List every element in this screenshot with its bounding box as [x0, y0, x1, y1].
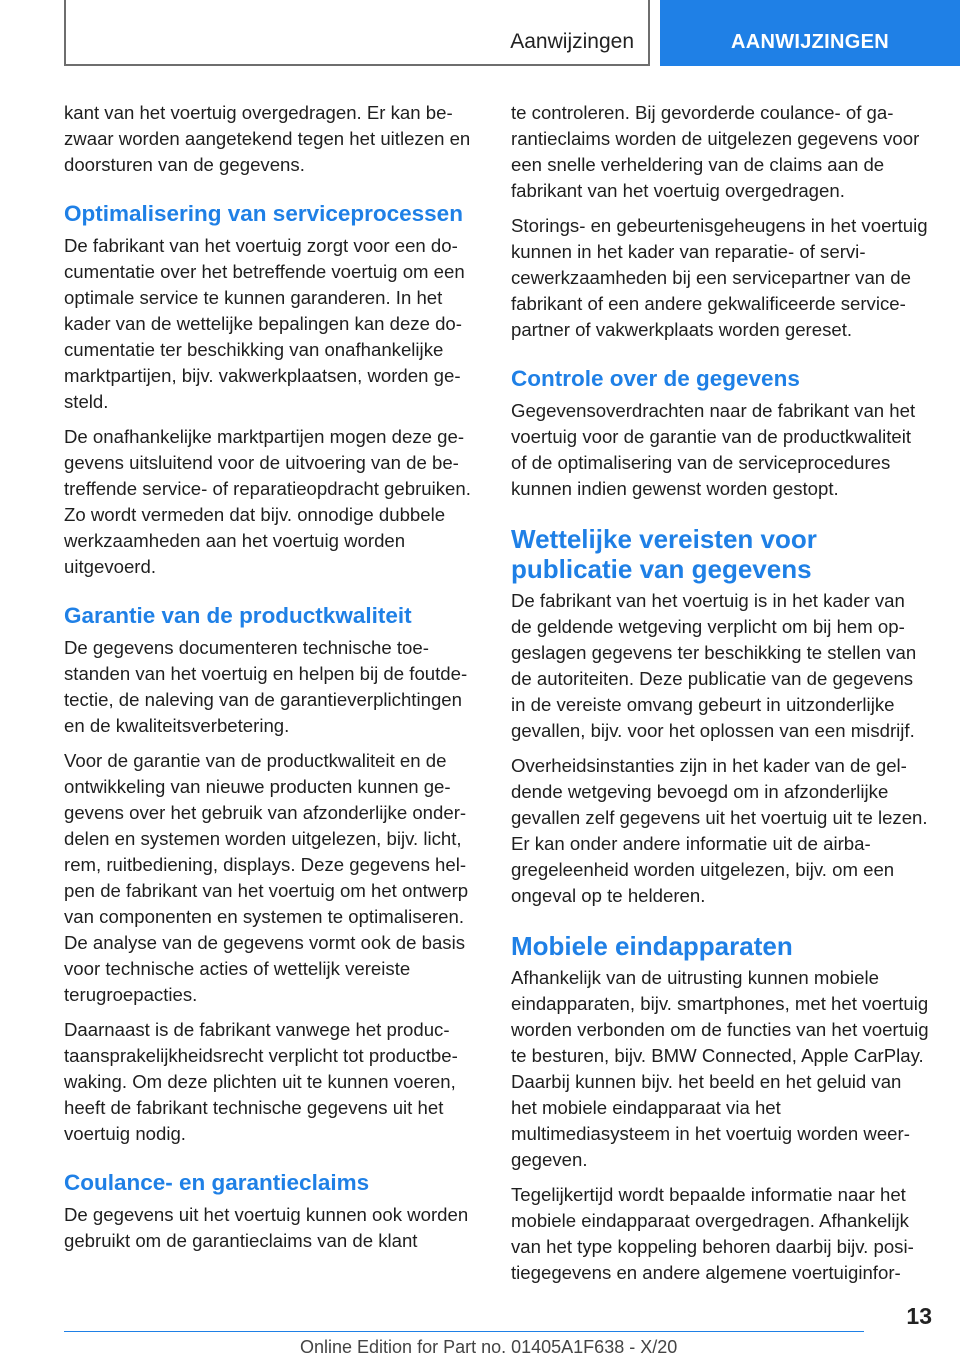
heading-controle: Controle over de gegevens: [511, 366, 800, 391]
paragraph: Gegevensoverdrachten naar de fabrikant van het voertuig voor de garantie van de productkwaliteit of de optimalisering van de serviceprocedures kunnen indien gewenst worden gestopt.: [511, 400, 916, 499]
paragraph: De gegevens uit het voertuig kunnen ook worden gebruikt om de garantieclaims van de klant: [64, 1204, 469, 1251]
paragraph: De fabrikant van het voertuig is in het kader van de geldende wetgeving verplicht om bij hem opgeslagen gegevens ter beschikking te stellen van de autoriteiten. Deze publicatie van de gegevens in de vereiste omvang gebeurt in uitzonderlijke gevallen, bijv. voor het oplossen van een misdrijf.: [511, 590, 917, 741]
paragraph: Afhankelijk van de uitrusting kunnen mobiele eindapparaten, bijv. smartphones, met het voertuig worden verbonden om de functies van het voertuig te besturen, bijv. BMW Connected, Apple CarPlay. Daarbij kunnen bijv. het beeld en het geluid van het mobiele eindapparaat via het multimediasysteem in het voertuig worden weergegeven.: [511, 967, 929, 1170]
section-title: Aanwijzingen: [510, 30, 634, 53]
heading-mobiele-eindapparaten: Mobiele eindapparaten: [511, 931, 793, 961]
heading-garantie: Garantie van de productkwaliteit: [64, 603, 412, 628]
chapter-tab-label: AANWIJZINGEN: [730, 31, 890, 53]
paragraph: De gegevens documenteren technische toestanden van het voertuig en helpen bij de foutdetectie, de naleving van de garantieverplichtingen en de kwaliteitsverbetering.: [64, 637, 468, 736]
paragraph: kant van het voertuig overgedragen. Er kan bezwaar worden aangetekend tegen het uitlezen en doorsturen van de gegevens.: [64, 102, 471, 175]
paragraph: De fabrikant van het voertuig zorgt voor een documentatie over het betreffende voertuig om een optimale service te kunnen garanderen. In het kader van de wettelijke bepalingen kan deze documentatie ter beschikking van onafhankelijke marktpartijen, bijv. vakwerkplaatsen, worden gesteld.: [64, 235, 465, 412]
paragraph: Voor de garantie van de productkwaliteit en de ontwikkeling van nieuwe producten kunnen gegevens over het gebruik van afzonderlijke onderdelen en systemen worden uitgelezen, bijv. licht, rem, ruitbediening, displays. Deze gegevens helpen de fabrikant van het voertuig om het ontwerp van componenten en systemen te optimaliseren. De analyse van de gegevens vormt ook de basis voor technische acties of wettelijk vereiste terugroepacties.: [64, 750, 469, 1005]
footer-divider: [64, 1331, 864, 1332]
page-number: 13: [906, 1303, 932, 1329]
heading-wettelijke-vereisten: Wettelijke vereisten voor publicatie van gegevens: [511, 524, 817, 584]
heading-optimalisering: Optimalisering van serviceprocessen: [64, 201, 463, 226]
paragraph: Overheidsinstanties zijn in het kader van de geldende wetgeving bevoegd om in afzonderlijke gevallen zelf gegevens uit het voertuig uit te lezen. Er kan onder andere informatie uit de airbagregeleenheid worden uitgelezen, bijv. om een ongeval op te helderen.: [511, 755, 928, 906]
paragraph: Daarnaast is de fabrikant vanwege het productaansprakelijkheidsrecht verplicht tot productbewaking. Om deze plichten uit te kunnen voeren, heeft de fabrikant technische gegevens uit het voertuig nodig.: [64, 1019, 458, 1144]
paragraph: Tegelijkertijd wordt bepaalde informatie naar het mobiele eindapparaat overgedragen. Afhankelijk van het type koppeling behoren daarbij bijv. positiegegevens en andere algemene voertuiginfor-: [511, 1184, 914, 1283]
chapter-tab[interactable]: [660, 0, 960, 66]
heading-coulance: Coulance- en garantieclaims: [64, 1170, 370, 1195]
right-column: [511, 100, 929, 1295]
left-column: [64, 100, 482, 1263]
header-frame: [64, 0, 650, 66]
paragraph: Storings- en gebeurtenisgeheugens in het voertuig kunnen in het kader van reparatie- of servicewerkzaamheden bij een servicepartner van de fabrikant of een andere gekwalificeerde servicepartner of vakwerkplaats worden gereset.: [511, 215, 928, 340]
footer-edition-text: Online Edition for Part no. 01405A1F638 - X/20: [300, 1337, 678, 1357]
paragraph: De onafhankelijke marktpartijen mogen deze gegevens uitsluitend voor de uitvoering van de betreffende service- of reparatieopdracht gebruiken. Zo wordt vermeden dat bijv. onnodige dubbele werkzaamheden aan het voertuig worden uitgevoerd.: [64, 426, 471, 577]
paragraph: te controleren. Bij gevorderde coulance- of garantieclaims worden de uitgelezen gegevens voor een snelle verheldering van de claims aan de fabrikant van het voertuig overgedragen.: [511, 102, 920, 201]
